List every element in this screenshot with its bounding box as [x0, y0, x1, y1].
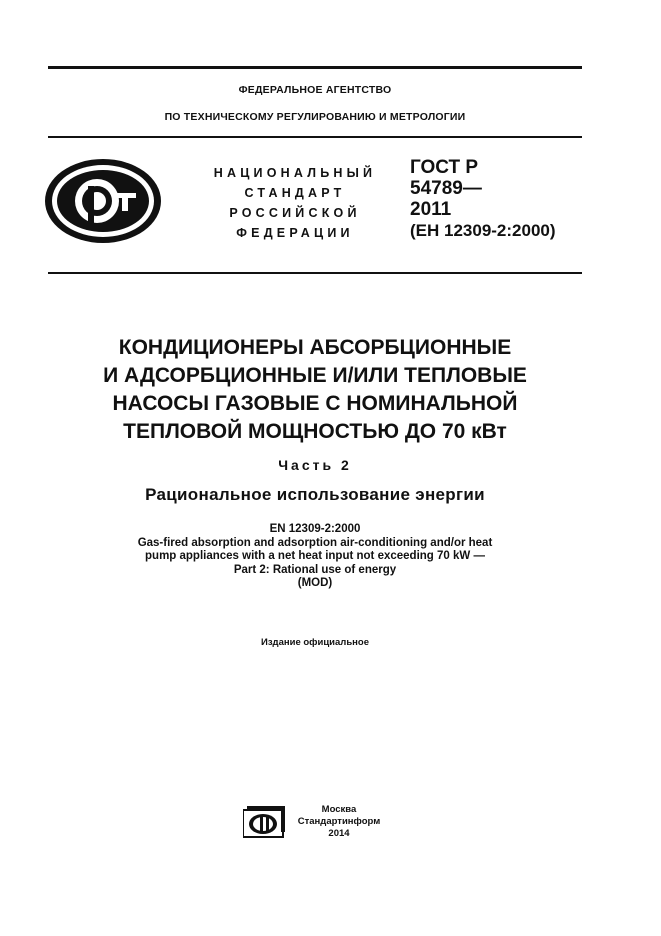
english-code: EN 12309-2:2000 [269, 523, 361, 535]
english-line-3: Part 2: Rational use of energy [233, 563, 397, 576]
title-line-1: КОНДИЦИОНЕРЫ АБСОРБЦИОННЫЕ [118, 336, 512, 359]
standard-code-line-1: ГОСТ Р [410, 157, 479, 178]
standartinform-logo-icon [243, 806, 285, 843]
publisher-name: Стандартинформ [297, 816, 381, 827]
publisher-year: 2014 [328, 828, 350, 839]
standard-code-line-3: 2011 [410, 199, 452, 220]
part-subtitle: Рациональное использование энергии [145, 485, 485, 504]
publisher-city: Москва [321, 804, 357, 815]
standard-type-line-3: РОССИЙСКОЙ [229, 206, 361, 220]
english-line-2: pump appliances with a net heat input not exceeding 70 kW — [145, 550, 485, 562]
agency-line-1: ФЕДЕРАЛЬНОЕ АГЕНТСТВО [238, 84, 392, 96]
document-title [48, 334, 582, 446]
title-line-3: НАСОСЫ ГАЗОВЫЕ С НОМИНАЛЬНОЙ [112, 392, 518, 415]
english-title [48, 523, 582, 591]
standard-code-line-4: (ЕН 12309-2:2000) [410, 221, 556, 240]
standard-type-line-4: ФЕДЕРАЦИИ [236, 226, 354, 240]
title-line-4: ТЕПЛОВОЙ МОЩНОСТЬЮ ДО 70 кВт [123, 420, 507, 443]
header-rule [48, 136, 582, 138]
standard-code-line-2: 54789— [410, 178, 482, 199]
top-rule [48, 66, 582, 69]
standard-type-line-2: СТАНДАРТ [244, 186, 346, 200]
standard-type-line-1: НАЦИОНАЛЬНЫЙ [213, 166, 377, 180]
title-line-2: И АДСОРБЦИОННЫЕ И/ИЛИ ТЕПЛОВЫЕ [103, 364, 527, 387]
standard-rule [48, 272, 582, 274]
agency-line-2: ПО ТЕХНИЧЕСКОМУ РЕГУЛИРОВАНИЮ И МЕТРОЛОГИИ [164, 111, 466, 123]
part-number: Часть 2 [278, 457, 352, 473]
english-line-1: Gas-fired absorption and adsorption air-conditioning and/or heat [137, 536, 493, 549]
publisher-info [296, 804, 382, 840]
standard-code [410, 157, 556, 241]
edition-note: Издание официальное [261, 637, 369, 648]
standard-type [205, 163, 385, 243]
english-line-4: (MOD) [297, 577, 333, 589]
rst-gost-logo-icon [42, 156, 164, 251]
